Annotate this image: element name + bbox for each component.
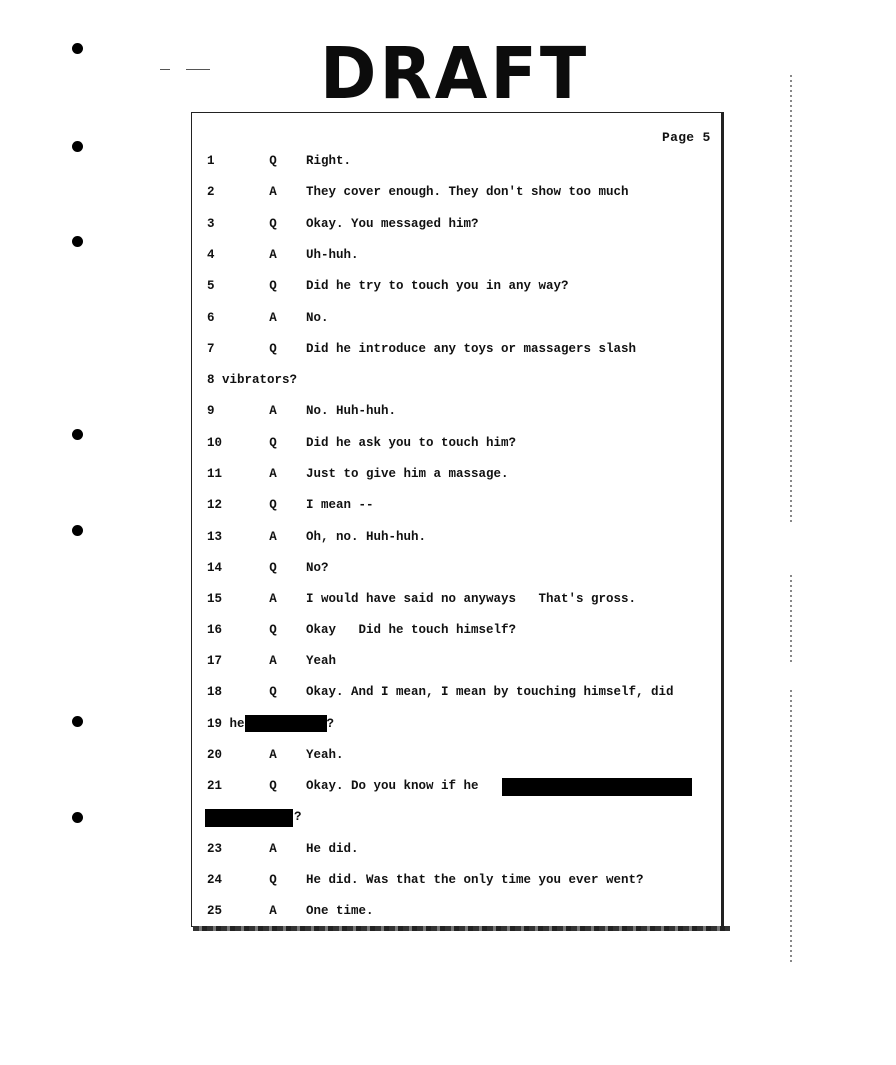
speaker-label: Q xyxy=(269,685,277,699)
line-number: 23 xyxy=(207,842,223,856)
speaker-label: A xyxy=(269,592,277,606)
line-text: ? xyxy=(326,717,335,731)
line-text: One time. xyxy=(306,904,374,918)
speaker-label: Q xyxy=(269,498,277,512)
line-text: Okay. Do you know if he xyxy=(306,779,479,793)
transcript-page xyxy=(191,112,724,927)
binder-hole xyxy=(72,43,83,54)
line-number: 16 xyxy=(207,623,223,637)
scan-mark xyxy=(160,69,170,70)
scan-mark xyxy=(186,69,210,70)
binder-hole xyxy=(72,429,83,440)
line-number: 2 xyxy=(207,185,215,199)
speaker-label: A xyxy=(269,530,277,544)
line-text: Did he try to touch you in any way? xyxy=(306,279,569,293)
speaker-label: Q xyxy=(269,779,277,793)
scan-edge-line xyxy=(790,575,792,665)
line-number: 18 xyxy=(207,685,223,699)
line-number: 24 xyxy=(207,873,223,887)
speaker-label: Q xyxy=(269,623,277,637)
line-text: Yeah. xyxy=(306,748,344,762)
speaker-label: Q xyxy=(269,342,277,356)
line-number: 6 xyxy=(207,311,215,325)
speaker-label: A xyxy=(269,185,277,199)
line-number: 9 xyxy=(207,404,215,418)
speaker-label: A xyxy=(269,904,277,918)
line-number: 21 xyxy=(207,779,223,793)
line-text: Okay. You messaged him? xyxy=(306,217,479,231)
binder-hole xyxy=(72,716,83,727)
speaker-label: A xyxy=(269,248,277,262)
speaker-label: Q xyxy=(269,561,277,575)
line-text: Yeah xyxy=(306,654,337,668)
speaker-label: A xyxy=(269,654,277,668)
line-number: 19 xyxy=(207,717,223,731)
line-text: No? xyxy=(306,561,329,575)
line-text: No. Huh-huh. xyxy=(306,404,397,418)
binder-hole xyxy=(72,812,83,823)
line-number: 11 xyxy=(207,467,223,481)
redaction-bar xyxy=(205,809,293,827)
speaker-label: Q xyxy=(269,217,277,231)
speaker-label: Q xyxy=(269,873,277,887)
line-text: No. xyxy=(306,311,329,325)
speaker-label: A xyxy=(269,311,277,325)
binder-hole xyxy=(72,525,83,536)
line-number: 10 xyxy=(207,436,223,450)
line-text: Did he introduce any toys or massagers slash xyxy=(306,342,637,356)
speaker-label: Q xyxy=(269,279,277,293)
line-number: 15 xyxy=(207,592,223,606)
line-number: 20 xyxy=(207,748,223,762)
line-text: They cover enough. They don't show too much xyxy=(306,185,629,199)
line-text: Uh-huh. xyxy=(306,248,359,262)
line-text: vibrators? xyxy=(222,373,298,387)
line-text: I would have said no anyways That's gross. xyxy=(306,592,637,606)
line-number: 8 xyxy=(207,373,215,387)
line-text: Did he ask you to touch him? xyxy=(306,436,517,450)
redaction-bar xyxy=(502,778,692,796)
speaker-label: A xyxy=(269,467,277,481)
line-number: 12 xyxy=(207,498,223,512)
line-text: Right. xyxy=(306,154,352,168)
line-text: Oh, no. Huh-huh. xyxy=(306,530,427,544)
line-number: 17 xyxy=(207,654,223,668)
line-text: Just to give him a massage. xyxy=(306,467,509,481)
redaction-bar xyxy=(245,715,327,732)
line-text: he xyxy=(229,717,245,731)
speaker-label: Q xyxy=(269,436,277,450)
line-number: 13 xyxy=(207,530,223,544)
line-text: Okay. And I mean, I mean by touching himself, did xyxy=(306,685,674,699)
line-number: 1 xyxy=(207,154,215,168)
line-text: He did. xyxy=(306,842,359,856)
speaker-label: A xyxy=(269,748,277,762)
line-number: 5 xyxy=(207,279,215,293)
line-number: 4 xyxy=(207,248,215,262)
speaker-label: Q xyxy=(269,154,277,168)
line-number: 14 xyxy=(207,561,223,575)
page-bottom-rule xyxy=(193,926,730,931)
line-text: I mean -- xyxy=(306,498,374,512)
speaker-label: A xyxy=(269,842,277,856)
line-text: ? xyxy=(294,810,302,824)
scan-edge-line xyxy=(790,690,792,965)
binder-hole xyxy=(72,141,83,152)
line-text: He did. Was that the only time you ever went? xyxy=(306,873,644,887)
line-text: Okay Did he touch himself? xyxy=(306,623,517,637)
line-number: 25 xyxy=(207,904,223,918)
scan-edge-line xyxy=(790,75,792,525)
page-number: Page 5 xyxy=(662,130,711,145)
draft-stamp: DRAFT xyxy=(320,33,590,116)
speaker-label: A xyxy=(269,404,277,418)
binder-hole xyxy=(72,236,83,247)
line-number: 7 xyxy=(207,342,215,356)
line-number: 3 xyxy=(207,217,215,231)
